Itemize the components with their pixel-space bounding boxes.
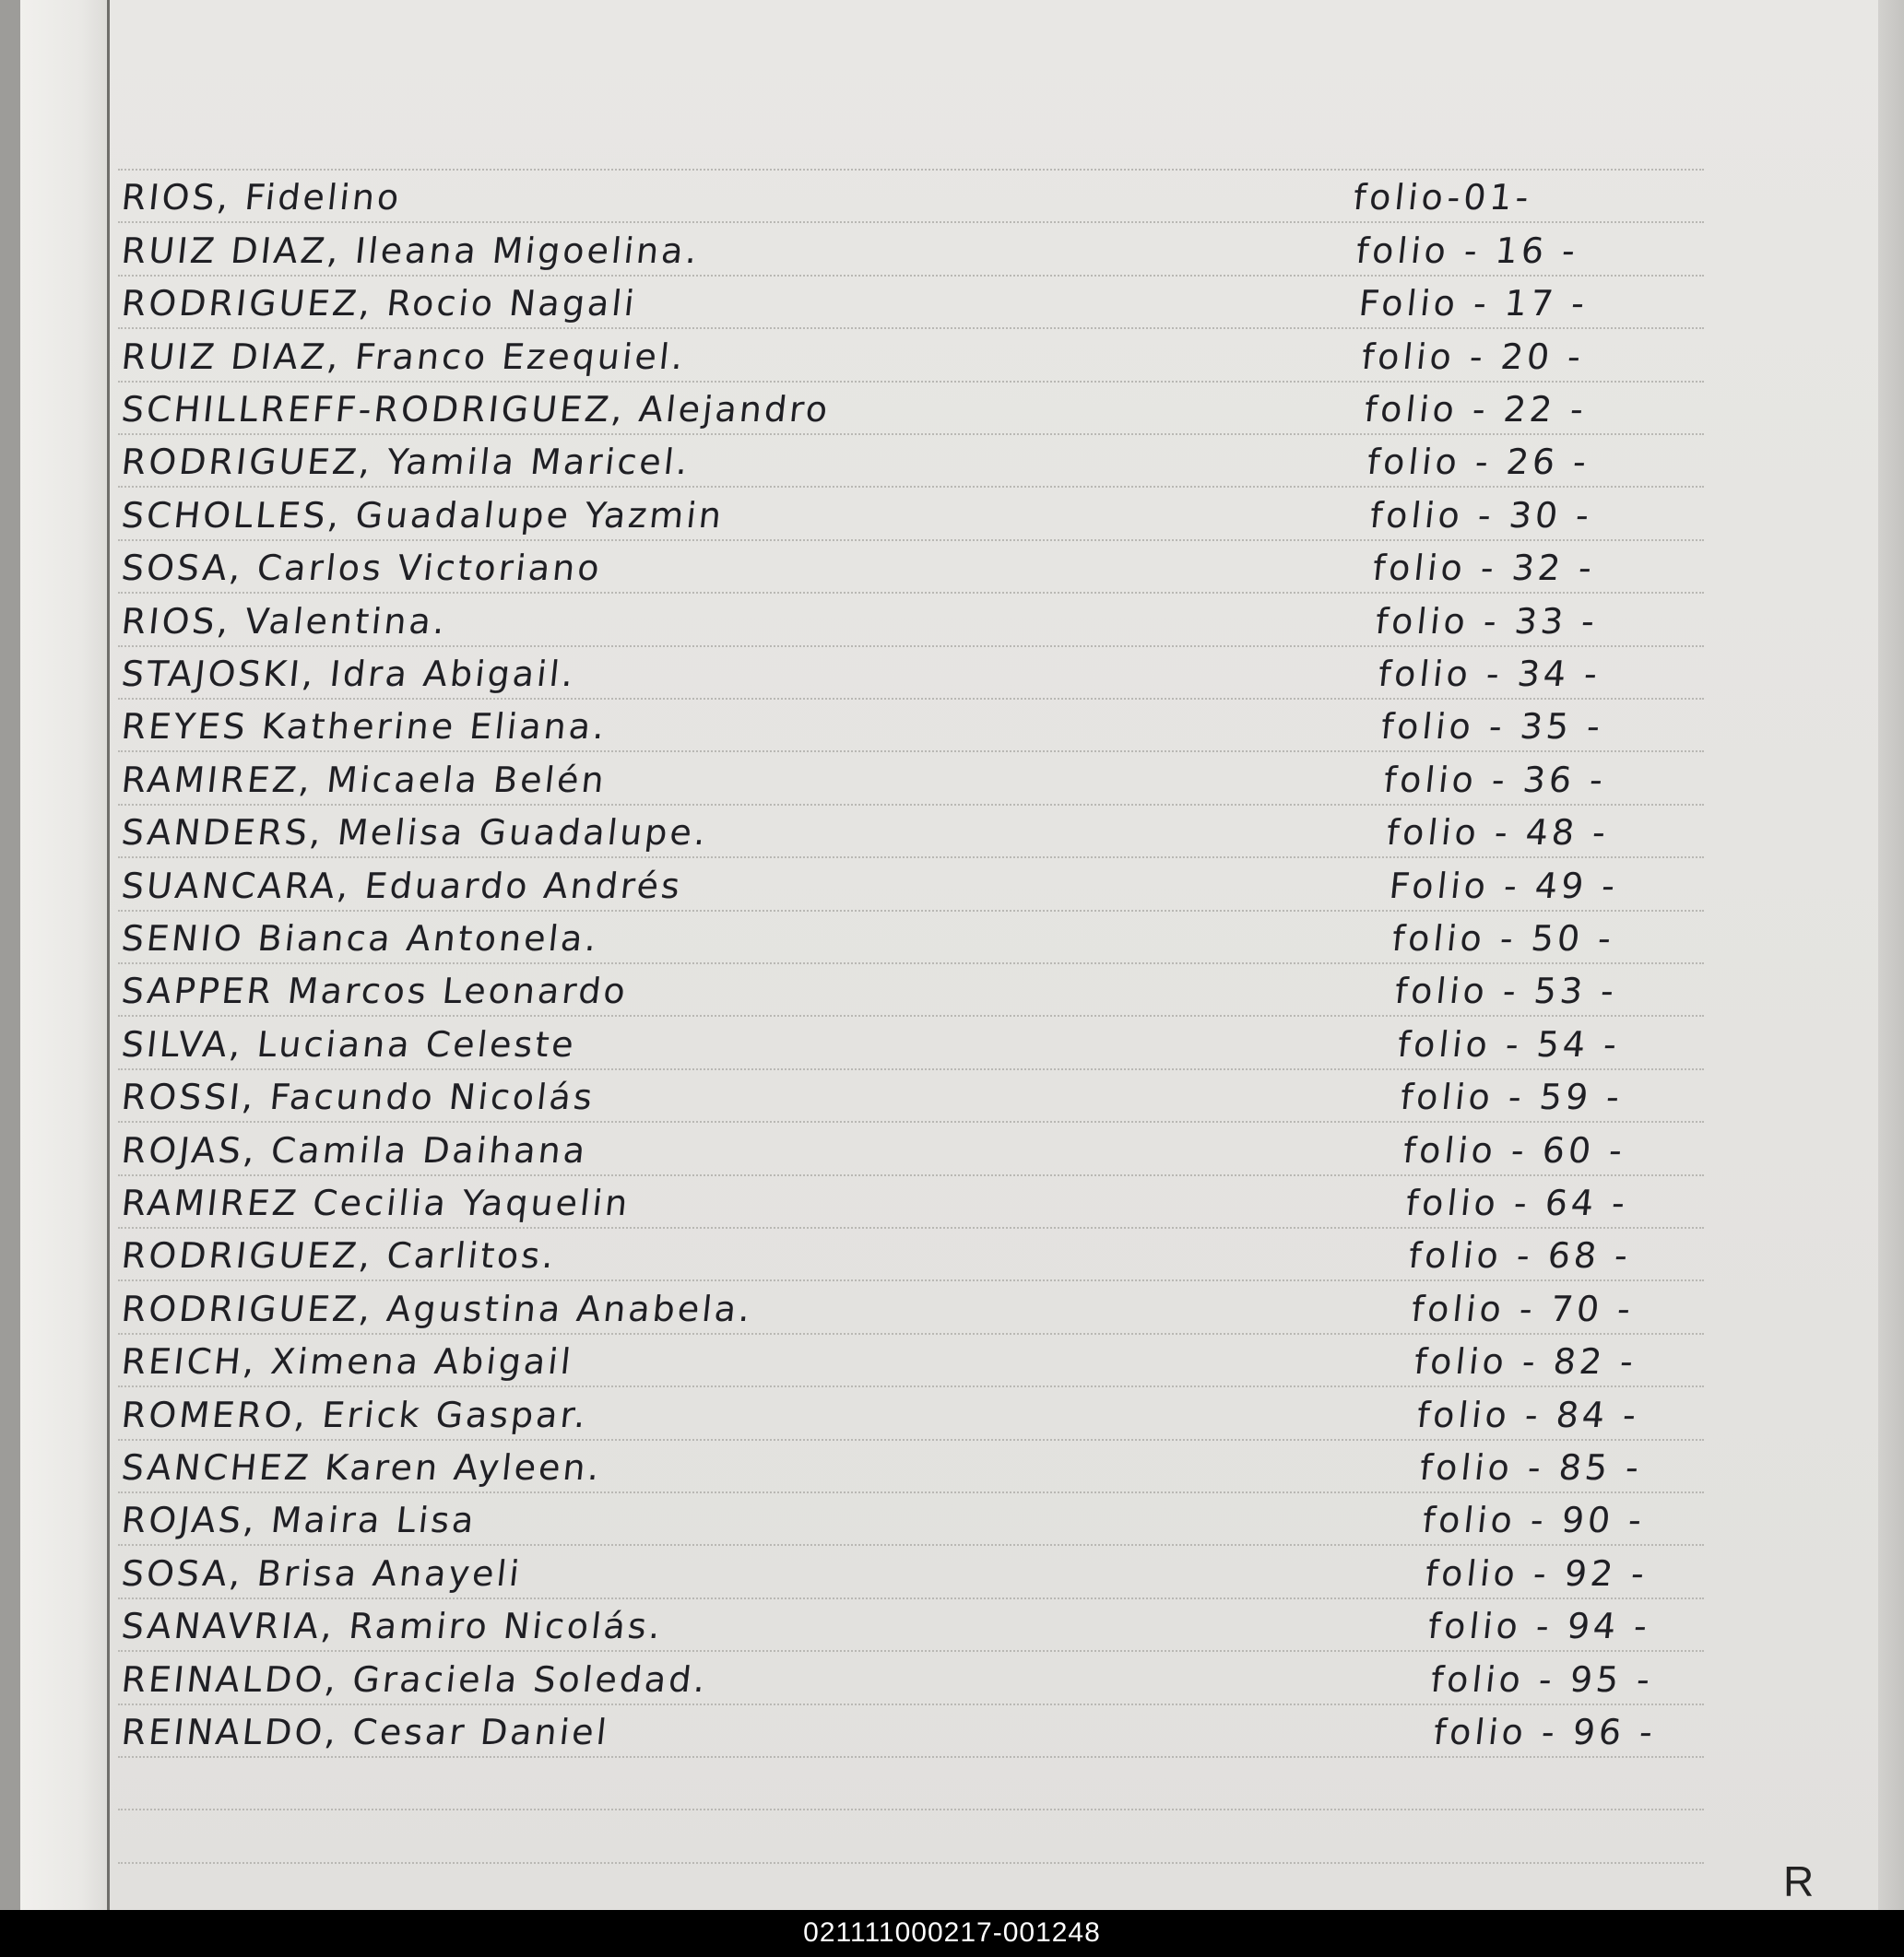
entry-folio: folio - 92 - — [1423, 1553, 1650, 1594]
right-page-edge — [1878, 0, 1904, 1910]
entry-folio: folio - 16 - — [1354, 230, 1581, 271]
binding-edge — [0, 0, 20, 1910]
list-item — [118, 646, 1750, 698]
list-item — [118, 1440, 1750, 1491]
list-item — [118, 329, 1750, 381]
list-item — [118, 911, 1750, 962]
entry-folio: folio - 85 - — [1417, 1447, 1645, 1488]
entry-name: REICH, Ximena Abigail — [119, 1341, 575, 1382]
entry-folio: folio - 26 - — [1365, 442, 1592, 482]
entry-name: REINALDO, Graciela Soledad. — [119, 1659, 710, 1700]
entry-name: SANAVRIA, Ramiro Nicolás. — [119, 1606, 666, 1646]
corner-mark: R — [1783, 1857, 1815, 1905]
ruled-line — [118, 1862, 1704, 1864]
entry-folio: folio - 90 - — [1420, 1500, 1648, 1540]
list-item — [118, 1652, 1750, 1704]
list-item — [118, 699, 1750, 750]
ruled-line — [118, 1756, 1704, 1758]
entry-folio: folio-01- — [1351, 177, 1534, 218]
entry-name: RODRIGUEZ, Rocio Nagali — [119, 283, 639, 324]
entry-folio: folio - 96 - — [1431, 1712, 1659, 1752]
entry-name: SCHOLLES, Guadalupe Yazmin — [119, 495, 727, 536]
entry-folio: folio - 70 - — [1409, 1289, 1637, 1329]
entry-name: RIOS, Valentina. — [119, 601, 450, 642]
list-item — [118, 276, 1750, 327]
entry-name: RAMIREZ, Micaela Belén — [119, 760, 609, 800]
entry-folio: folio - 33 - — [1373, 601, 1601, 642]
entry-name: RIOS, Fidelino — [119, 177, 404, 218]
list-item — [118, 963, 1750, 1015]
entry-folio: folio - 54 - — [1395, 1024, 1623, 1065]
entry-folio: folio - 94 - — [1425, 1606, 1653, 1646]
entry-name: SCHILLREFF-RODRIGUEZ, Alejandro — [119, 389, 833, 430]
entry-folio: folio - 84 - — [1414, 1395, 1642, 1435]
entry-folio: folio - 34 - — [1376, 654, 1603, 694]
entry-folio: Folio - 49 - — [1387, 866, 1621, 906]
entry-name: REINALDO, Cesar Daniel — [119, 1712, 611, 1752]
list-item — [118, 1069, 1750, 1121]
entry-folio: Folio - 17 - — [1356, 283, 1591, 324]
entry-folio: folio - 50 - — [1390, 918, 1617, 959]
list-item — [118, 858, 1750, 910]
entry-name: RUIZ DIAZ, Ileana Migoelina. — [119, 230, 703, 271]
entry-folio: folio - 82 - — [1412, 1341, 1639, 1382]
entry-name: RAMIREZ Cecilia Yaquelin — [119, 1183, 633, 1223]
list-item — [118, 1704, 1750, 1756]
entry-name: SENIO Bianca Antonela. — [119, 918, 601, 959]
entry-name: ROMERO, Erick Gaspar. — [119, 1395, 591, 1435]
entry-name: SILVA, Luciana Celeste — [119, 1024, 579, 1065]
entry-folio: folio - 60 - — [1401, 1130, 1628, 1171]
entry-name: RODRIGUEZ, Carlitos. — [119, 1235, 559, 1276]
entry-folio: folio - 95 - — [1428, 1659, 1656, 1700]
entry-name: SUANCARA, Eduardo Andrés — [119, 866, 685, 906]
entry-name: ROSSI, Facundo Nicolás — [119, 1077, 597, 1117]
entry-folio: folio - 32 - — [1370, 548, 1598, 588]
list-item — [118, 1017, 1750, 1068]
document-id: 021111000217-001248 — [803, 1917, 1101, 1948]
entry-name: RODRIGUEZ, Yamila Maricel. — [119, 442, 692, 482]
entry-name: SANCHEZ Karen Ayleen. — [119, 1447, 605, 1488]
entry-folio: folio - 59 - — [1398, 1077, 1626, 1117]
list-item — [118, 805, 1750, 856]
list-item — [118, 1175, 1750, 1227]
list-item — [118, 594, 1750, 645]
list-item — [118, 1598, 1750, 1650]
entry-folio: folio - 35 - — [1378, 706, 1606, 747]
list-item — [118, 1546, 1750, 1597]
entry-name: ROJAS, Camila Daihana — [119, 1130, 590, 1171]
list-item — [118, 1281, 1750, 1333]
entry-folio: folio - 68 - — [1406, 1235, 1634, 1276]
entry-folio: folio - 22 - — [1362, 389, 1590, 430]
scan-footer — [0, 1910, 1904, 1957]
entry-name: SANDERS, Melisa Guadalupe. — [119, 812, 711, 853]
entry-name: SOSA, Carlos Victoriano — [119, 548, 605, 588]
list-item — [118, 1228, 1750, 1279]
entry-folio: folio - 64 - — [1403, 1183, 1631, 1223]
entry-name: RUIZ DIAZ, Franco Ezequiel. — [119, 336, 688, 377]
entry-folio: folio - 36 - — [1381, 760, 1609, 800]
entry-name: ROJAS, Maira Lisa — [119, 1500, 479, 1540]
entry-folio: folio - 48 - — [1384, 812, 1612, 853]
entry-folio: folio - 30 - — [1367, 495, 1595, 536]
entry-name: SOSA, Brisa Anayeli — [119, 1553, 525, 1594]
ruled-line — [118, 1809, 1704, 1810]
list-item — [118, 488, 1750, 539]
list-item — [118, 223, 1750, 275]
list-item — [118, 382, 1750, 433]
entry-folio: folio - 53 - — [1392, 971, 1620, 1011]
entry-name: SAPPER Marcos Leonardo — [119, 971, 631, 1011]
list-item — [118, 1387, 1750, 1439]
list-item — [118, 752, 1750, 804]
entry-name: RODRIGUEZ, Agustina Anabela. — [119, 1289, 755, 1329]
list-item — [118, 1123, 1750, 1174]
list-item — [118, 170, 1750, 221]
entry-name: STAJOSKI, Idra Abigail. — [119, 654, 578, 694]
left-margin-area — [20, 0, 108, 1910]
entry-name: REYES Katherine Eliana. — [119, 706, 609, 747]
list-item — [118, 540, 1750, 592]
list-item — [118, 1334, 1750, 1385]
list-item — [118, 1492, 1750, 1544]
entry-folio: folio - 20 - — [1359, 336, 1587, 377]
list-item — [118, 434, 1750, 486]
